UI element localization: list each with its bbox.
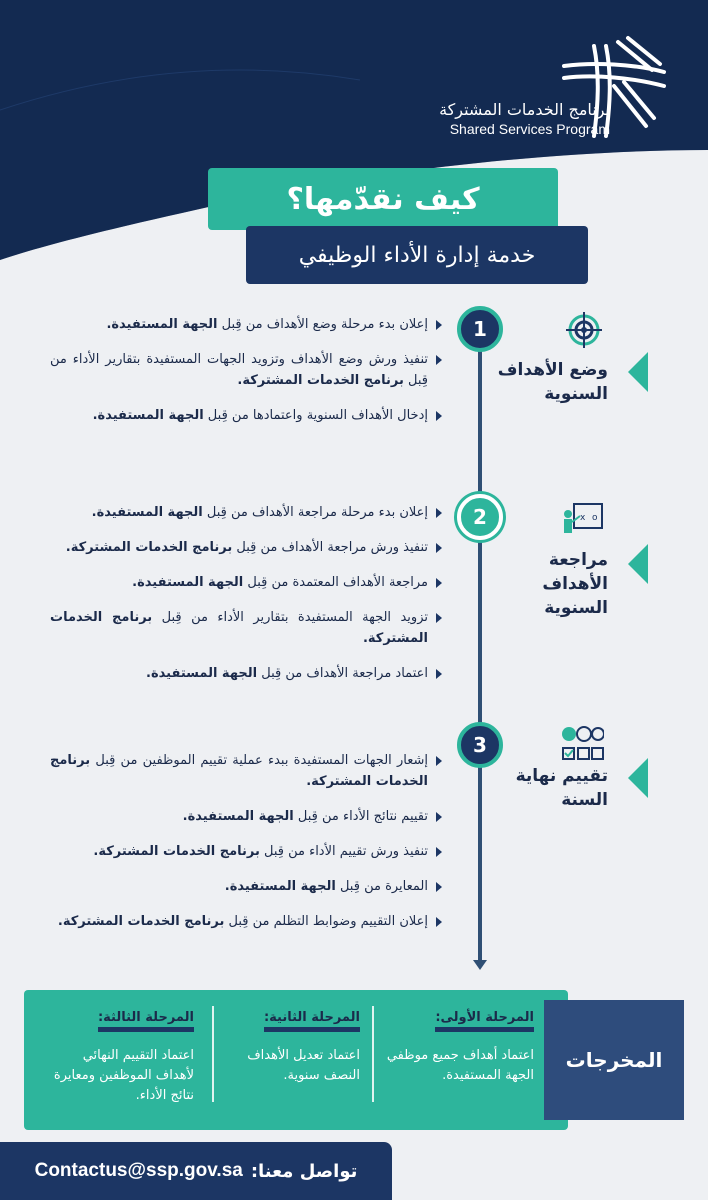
step-3-circle: 3 bbox=[457, 722, 503, 768]
phase-3-tab bbox=[628, 758, 648, 798]
list-item: مراجعة الأهداف المعتمدة من قِبل الجهة المستفيدة. bbox=[50, 572, 442, 593]
outcome-text: اعتماد التقييم النهائي لأهداف الموظفين ومعايرة نتائج الأداء. bbox=[53, 1048, 194, 1103]
outcome-phase-2 bbox=[210, 1006, 360, 1086]
outcome-text: اعتماد تعديل الأهداف النصف سنوية. bbox=[247, 1048, 360, 1083]
outcomes-title: المخرجات bbox=[544, 1000, 684, 1120]
page-title: كيف نقدّمها؟ bbox=[208, 168, 558, 230]
brand-name bbox=[439, 100, 610, 138]
phase-2-bullets bbox=[50, 502, 442, 698]
timeline-arrow-icon bbox=[473, 960, 487, 970]
page-subtitle: خدمة إدارة الأداء الوظيفي bbox=[246, 226, 588, 284]
phase-1-tab bbox=[628, 352, 648, 392]
phase-3-label: تقييم نهاية السنة bbox=[515, 766, 608, 810]
phase-2-label: مراجعة الأهداف السنوية bbox=[542, 550, 608, 618]
contact-bar bbox=[0, 1142, 392, 1200]
list-item: اعتماد مراجعة الأهداف من قِبل الجهة المستفيدة. bbox=[50, 663, 442, 684]
list-item: إعلان بدء مرحلة وضع الأهداف من قِبل الجهة المستفيدة. bbox=[50, 314, 442, 335]
rating-faces-icon bbox=[560, 724, 604, 764]
outcome-phase-1 bbox=[384, 1006, 534, 1086]
column-divider bbox=[212, 1006, 214, 1102]
target-icon bbox=[560, 310, 604, 350]
list-item: تنفيذ ورش وضع الأهداف وتزويد الجهات المستفيدة بتقارير الأداء من قِبل برنامج الخدمات المشتركة. bbox=[50, 349, 442, 391]
svg-text:x: x bbox=[580, 513, 586, 523]
outcome-head: المرحلة الثالثة: bbox=[98, 1010, 194, 1032]
phase-1-bullets bbox=[50, 314, 442, 440]
outcome-head: المرحلة الثانية: bbox=[264, 1010, 360, 1032]
list-item: تزويد الجهة المستفيدة بتقارير الأداء من قِبل برنامج الخدمات المشتركة. bbox=[50, 607, 442, 649]
list-item: إعلان بدء مرحلة مراجعة الأهداف من قِبل الجهة المستفيدة. bbox=[50, 502, 442, 523]
list-item: إدخال الأهداف السنوية واعتمادها من قِبل الجهة المستفيدة. bbox=[50, 405, 442, 426]
outcome-text: اعتماد أهداف جميع موظفي الجهة المستفيدة. bbox=[386, 1048, 534, 1083]
timeline-line bbox=[478, 325, 482, 965]
contact-email-link[interactable]: Contactus@ssp.gov.sa bbox=[34, 1160, 243, 1181]
list-item: تنفيذ ورش تقييم الأداء من قِبل برنامج الخدمات المشتركة. bbox=[50, 841, 442, 862]
list-item: تقييم نتائج الأداء من قِبل الجهة المستفيدة. bbox=[50, 806, 442, 827]
brand-name-en: Shared Services Program bbox=[449, 121, 610, 137]
column-divider bbox=[372, 1006, 374, 1102]
list-item: إشعار الجهات المستفيدة ببدء عملية تقييم الموظفين من قِبل برنامج الخدمات المشتركة. bbox=[50, 750, 442, 792]
strategy-board-icon bbox=[560, 500, 604, 540]
step-1-circle: 1 bbox=[457, 306, 503, 352]
list-item: إعلان التقييم وضوابط التظلم من قِبل برنامج الخدمات المشتركة. bbox=[50, 911, 442, 932]
list-item: تنفيذ ورش مراجعة الأهداف من قِبل برنامج الخدمات المشتركة. bbox=[50, 537, 442, 558]
brand-name-ar: برنامج الخدمات المشتركة bbox=[439, 100, 610, 119]
phase-1-label: وضع الأهداف السنوية bbox=[497, 360, 608, 404]
step-2-circle: 2 bbox=[457, 494, 503, 540]
phase-2-tab bbox=[628, 544, 648, 584]
phase-3-bullets bbox=[50, 750, 442, 946]
outcome-head: المرحلة الأولى: bbox=[435, 1010, 534, 1032]
contact-label: تواصل معنا: bbox=[250, 1160, 358, 1182]
svg-text:o: o bbox=[592, 513, 598, 523]
outcome-phase-3 bbox=[44, 1006, 194, 1106]
list-item: المعايرة من قِبل الجهة المستفيدة. bbox=[50, 876, 442, 897]
